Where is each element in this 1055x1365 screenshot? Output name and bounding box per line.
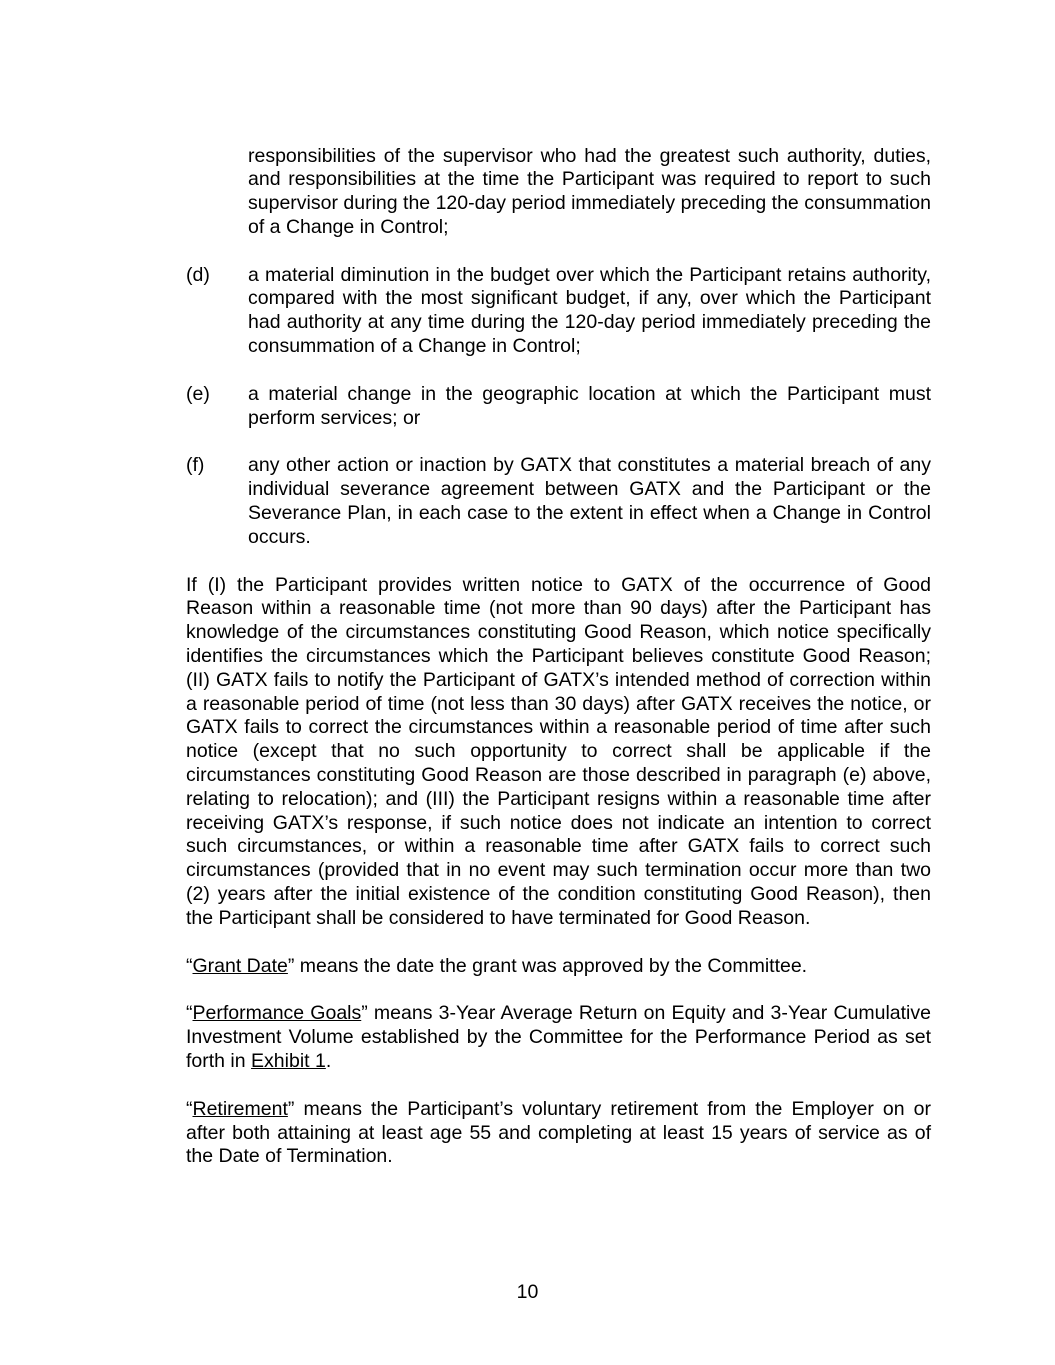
list-item-text: any other action or inaction by GATX that constitutes a material breach of any individual severance agreement between GATX and the Participant or the Severance Plan, in each case to the extent in effect when a Change in Control occurs. <box>248 454 931 548</box>
list-item-f <box>186 454 931 549</box>
page-number: 10 <box>516 1281 539 1303</box>
defined-term-performance-goals: Performance Goals <box>192 1002 362 1025</box>
definition-grant-date <box>186 955 931 979</box>
open-quote: “ <box>186 954 193 977</box>
list-item-text: a material change in the geographic location at which the Participant must perform services; or <box>248 382 931 429</box>
definition-performance-goals <box>186 1002 931 1073</box>
close-quote: ” <box>287 1097 295 1120</box>
list-item-d <box>186 263 931 359</box>
list-item-label: (d) <box>186 263 210 286</box>
exhibit-1-reference: Exhibit 1 <box>251 1050 326 1072</box>
close-quote: ” <box>287 954 295 977</box>
list-item-text: a material diminution in the budget over which the Participant retains authority, compared with the most significant budget, if any, over which the Participant had authority at any time during the 120-day period immediately preceding the consummation of a Change in Control; <box>248 263 931 358</box>
close-quote: ” <box>361 1002 368 1025</box>
defined-term-retirement: Retirement <box>192 1097 288 1120</box>
document-body <box>186 125 931 1193</box>
definition-end: . <box>325 1050 332 1072</box>
defined-term-grant-date: Grant Date <box>192 954 288 977</box>
definition-text: means the Participant’s voluntary retirement from the Employer on or after both attaining at least age 55 and completing at least 15 years of service as of the Date of Termination. <box>186 1097 931 1168</box>
list-item-label: (f) <box>186 454 205 477</box>
definition-retirement <box>186 1098 931 1169</box>
open-quote: “ <box>186 1002 193 1025</box>
definition-text: means the date the grant was approved by the Committee. <box>294 954 808 977</box>
open-quote: “ <box>186 1097 193 1120</box>
list-item-e <box>186 382 931 431</box>
definition-text: means 3-Year Average Return on Equity and 3-Year Cumulative Investment Volume established by the Committee for the Performance Period as set forth in <box>186 1002 931 1072</box>
list-item-label: (e) <box>186 382 210 405</box>
continuation-paragraph: responsibilities of the supervisor who had the greatest such authority, duties, and responsibilities at the time the Participant was required to report to such supervisor during the 120-day period immediately preceding the consummation of a Change in Control; <box>248 144 931 238</box>
good-reason-paragraph: If (I) the Participant provides written notice to GATX of the occurrence of Good Reason within a reasonable time (not more than 90 days) after the Participant has knowledge of the circumstances constituting Good Reason, which notice specifically identifies the circumstances which the Participant believes constitute Good Reason; (II) GATX fails to notify the Participant of GATX’s intended method of correction within a reasonable period of time (not less than 30 days) after GATX receives the notice, or GATX fails to correct the circumstances within a reasonable period of time after such notice (except that no such opportunity to correct shall be applicable if the circumstances constituting Good Reason are those described in paragraph (e) above, relating to relocation); and (III) the Participant resigns within a reasonable time after receiving GATX’s response, if such notice does not indicate an intention to correct such circumstances, or within a reasonable time after GATX fails to correct such circumstances (provided that in no event may such termination occur more than two (2) years after the initial existence of the condition constituting Good Reason), then the Participant shall be considered to have terminated for Good Reason. <box>186 573 931 929</box>
